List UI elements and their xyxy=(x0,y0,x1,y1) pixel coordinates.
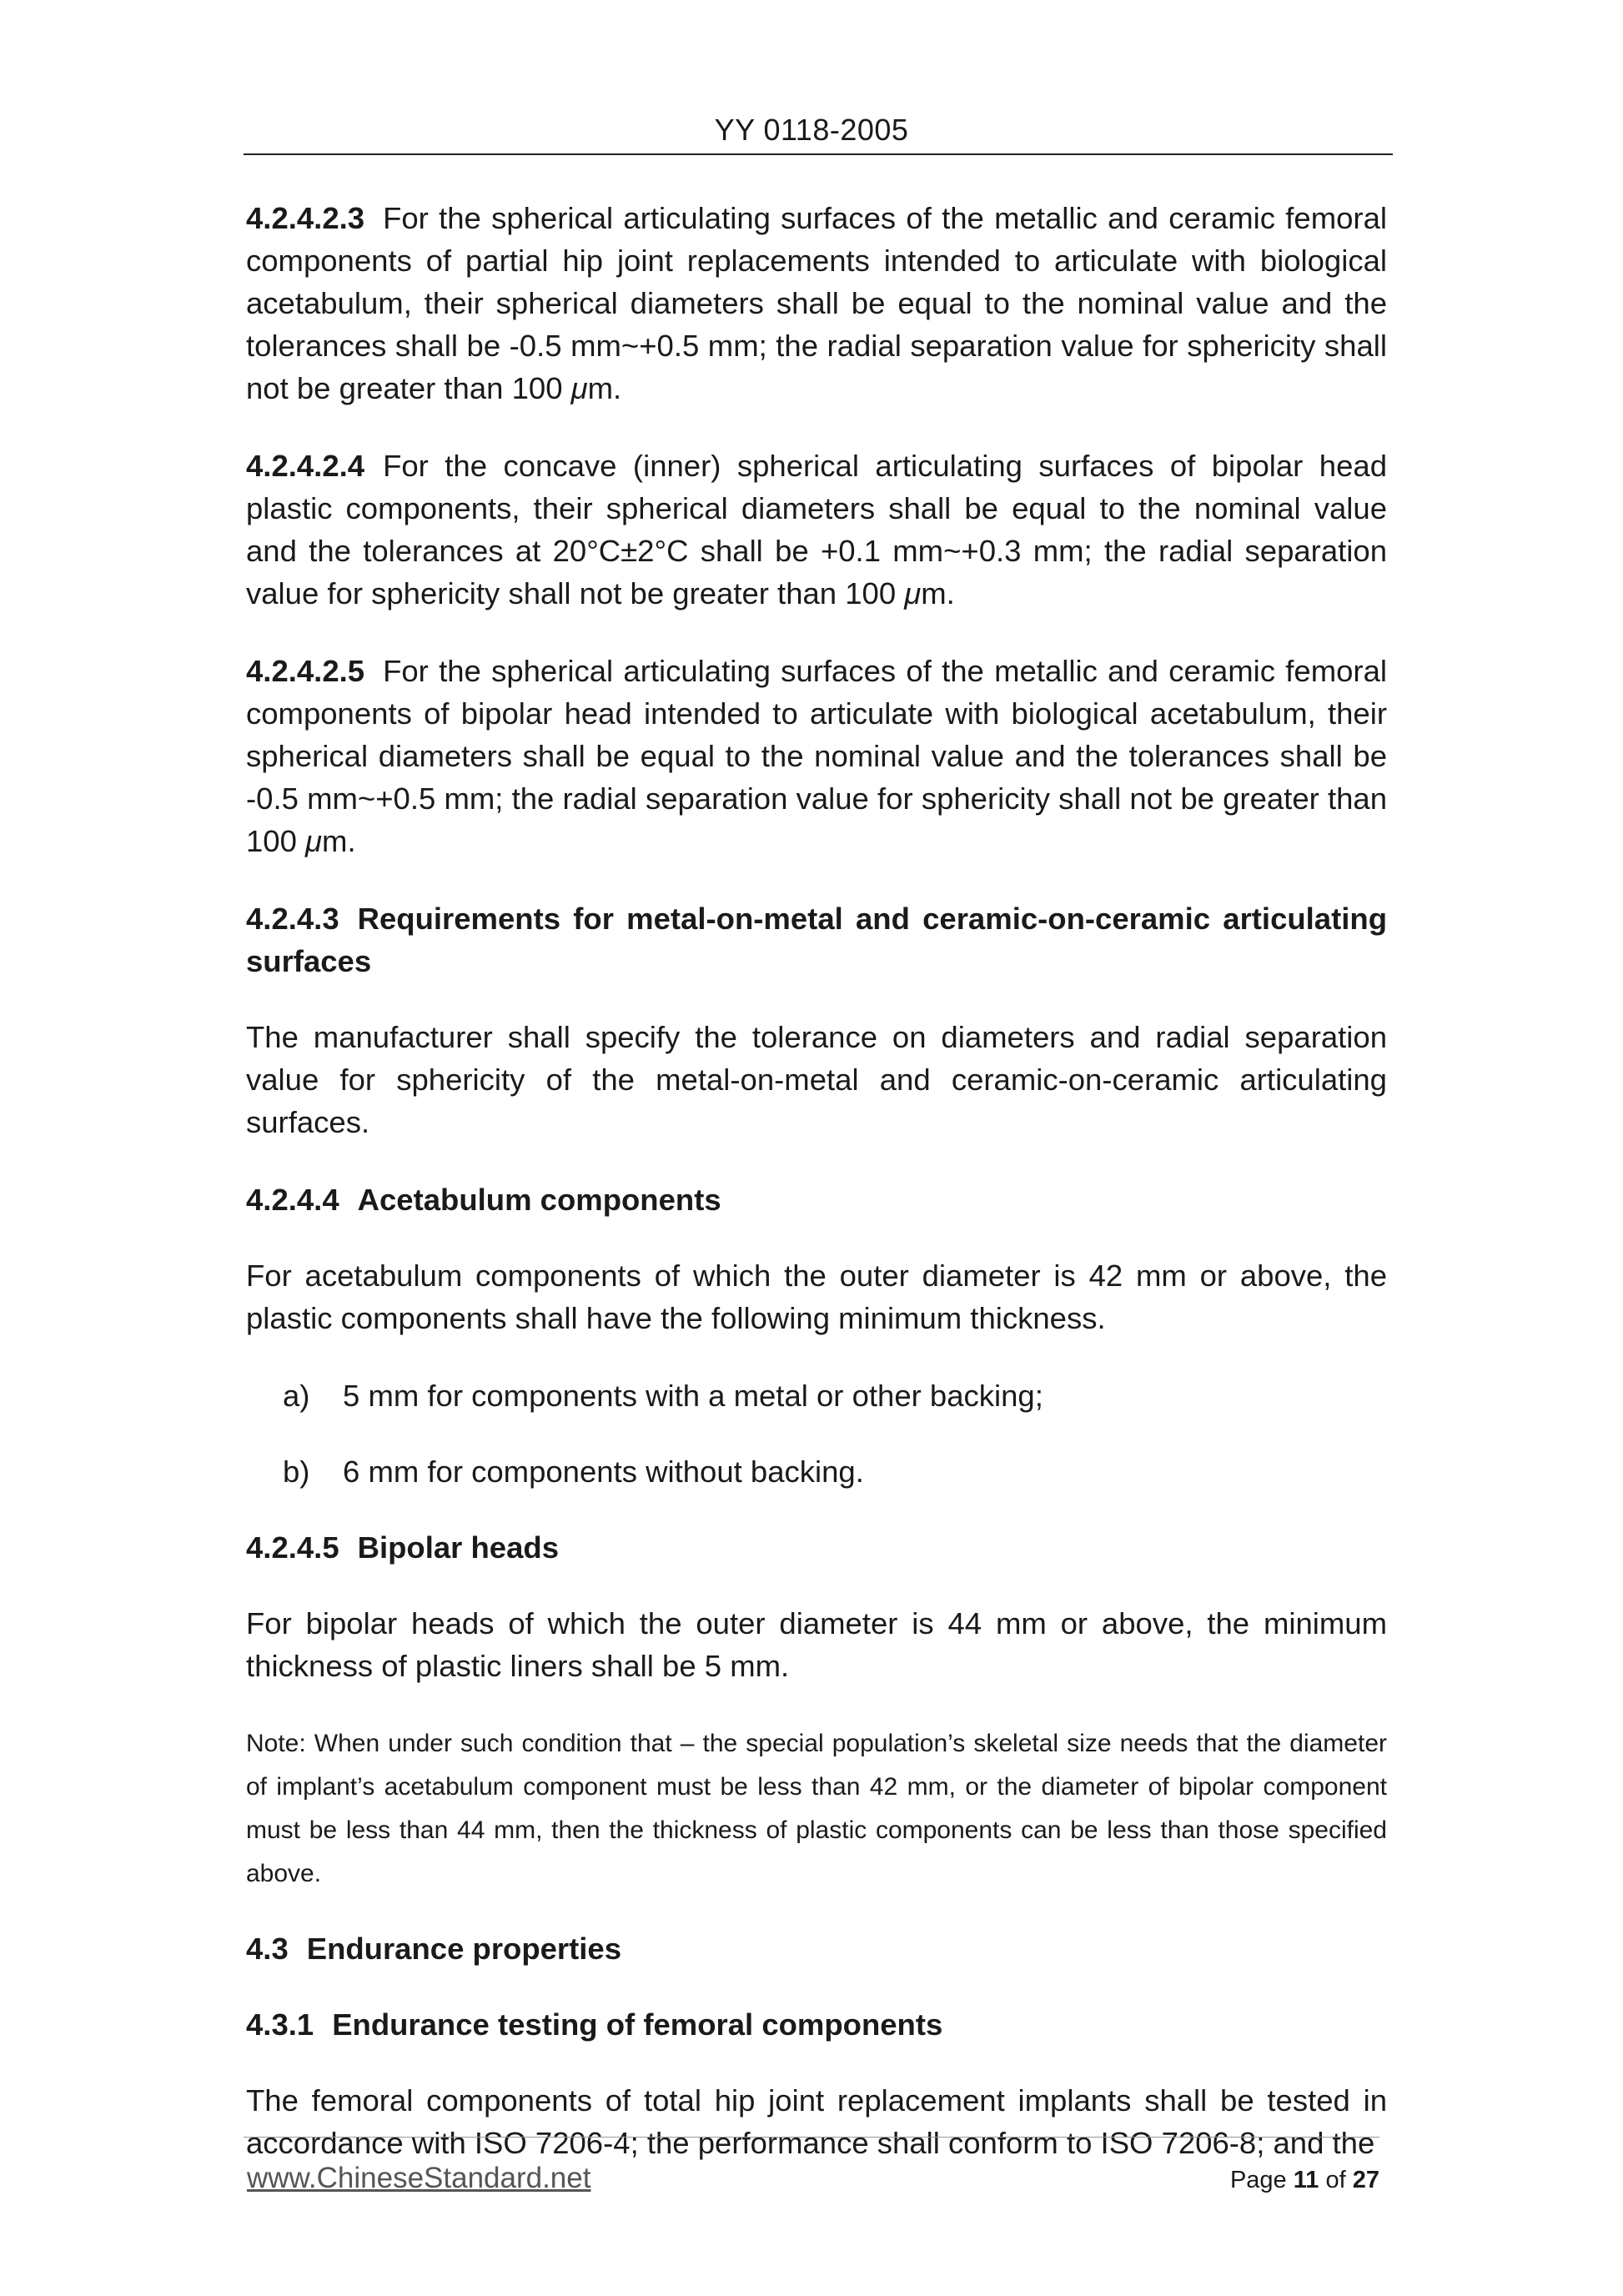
footer-website-link[interactable]: www.ChineseStandard.net xyxy=(247,2162,591,2194)
clause-number: 4.2.4.2.3 xyxy=(246,201,365,235)
total-pages: 27 xyxy=(1352,2167,1379,2193)
section-body-4-2-4-3: The manufacturer shall specify the tolerance on diameters and radial separation value for sphericity of the metal-on-metal and ceramic-on-ceramic articulating surfaces. xyxy=(246,1020,1387,1139)
page-header-title: YY 0118-2005 xyxy=(714,113,909,147)
section-title: Acetabulum components xyxy=(357,1183,721,1217)
unit-mu: μ xyxy=(570,371,588,405)
list-marker: b) xyxy=(283,1454,310,1489)
section-number: 4.2.4.5 xyxy=(246,1530,339,1565)
clause-number: 4.2.4.2.5 xyxy=(246,654,365,688)
unit-tail: m. xyxy=(322,824,356,858)
section-number: 4.3.1 xyxy=(246,2007,314,2042)
header-divider xyxy=(244,153,1393,155)
section-body-4-3-1: The femoral components of total hip joint replacement implants shall be tested in accordance with ISO 7206-4; the performance shall conform to ISO 7206-8; and the xyxy=(246,2083,1387,2160)
note-text: Note: When under such condition that – the special population’s skeletal size needs that the diameter of implant’s acetabulum component must be less than 42 mm, or the diameter of bipolar component must be less than 44 mm, then the thickness of plastic components can be less than those specified above. xyxy=(246,1730,1387,1887)
section-number: 4.2.4.3 xyxy=(246,902,339,936)
list-item-text: 5 mm for components with a metal or other backing; xyxy=(343,1379,1043,1413)
clause-text: For the concave (inner) spherical articulating surfaces of bipolar head plastic components, their spherical diameters shall be equal to the nominal value and the tolerances at 20°C±2°C shall be +0.1 mm~+0.3 mm; the radial separation value for sphericity shall not be greater than 100 xyxy=(246,449,1387,610)
page-number xyxy=(1230,2167,1379,2194)
clause-4-2-4-2-4 xyxy=(246,445,1387,615)
section-heading-4-2-4-3 xyxy=(246,897,1387,982)
section-title: Bipolar heads xyxy=(357,1530,559,1565)
section-number: 4.2.4.4 xyxy=(246,1183,339,1217)
section-number: 4.3 xyxy=(246,1932,289,1966)
section-heading-4-3-1 xyxy=(246,2003,1387,2046)
clause-text: For the spherical articulating surfaces of the metallic and ceramic femoral components of bipolar head intended to articulate with biological acetabulum, their spherical diameters shall be equal to the nominal value and the tolerances shall be -0.5 mm~+0.5 mm; the radial separation value for sphericity shall not be greater than 100 xyxy=(246,654,1387,858)
list-item xyxy=(246,1374,1387,1417)
section-heading-4-2-4-5 xyxy=(246,1526,1387,1569)
unit-mu: μ xyxy=(305,824,323,858)
clause-4-2-4-2-5 xyxy=(246,650,1387,862)
section-heading-4-3 xyxy=(246,1927,1387,1970)
unit-tail: m. xyxy=(921,576,955,610)
clause-number: 4.2.4.2.4 xyxy=(246,449,365,483)
list-item-text: 6 mm for components without backing. xyxy=(343,1454,864,1489)
unit-mu: μ xyxy=(904,576,922,610)
document-body xyxy=(246,197,1387,2199)
list-marker: a) xyxy=(283,1379,310,1413)
section-body-4-2-4-5: For bipolar heads of which the outer diameter is 44 mm or above, the minimum thickness of plastic liners shall be 5 mm. xyxy=(246,1606,1387,1683)
page-of: of xyxy=(1319,2167,1353,2193)
section-title: Requirements for metal-on-metal and ceramic-on-ceramic articulating surfaces xyxy=(246,902,1387,978)
section-body-4-2-4-4: For acetabulum components of which the outer diameter is 42 mm or above, the plastic components shall have the following minimum thickness. xyxy=(246,1259,1387,1335)
thickness-list xyxy=(246,1374,1387,1493)
clause-text: For the spherical articulating surfaces of the metallic and ceramic femoral components of partial hip joint replacements intended to articulate with biological acetabulum, their spherical diameters shall be equal to the nominal value and the tolerances shall be -0.5 mm~+0.5 mm; the radial separation value for sphericity shall not be greater than 100 xyxy=(246,201,1387,405)
list-item xyxy=(246,1450,1387,1493)
section-title: Endurance properties xyxy=(306,1932,622,1966)
page-prefix: Page xyxy=(1229,2167,1294,2193)
section-title: Endurance testing of femoral components xyxy=(332,2007,943,2042)
footer-divider xyxy=(244,2137,1379,2138)
section-heading-4-2-4-4 xyxy=(246,1178,1387,1221)
clause-4-2-4-2-3 xyxy=(246,197,1387,409)
current-page: 11 xyxy=(1293,2167,1319,2193)
unit-tail: m. xyxy=(587,371,622,405)
